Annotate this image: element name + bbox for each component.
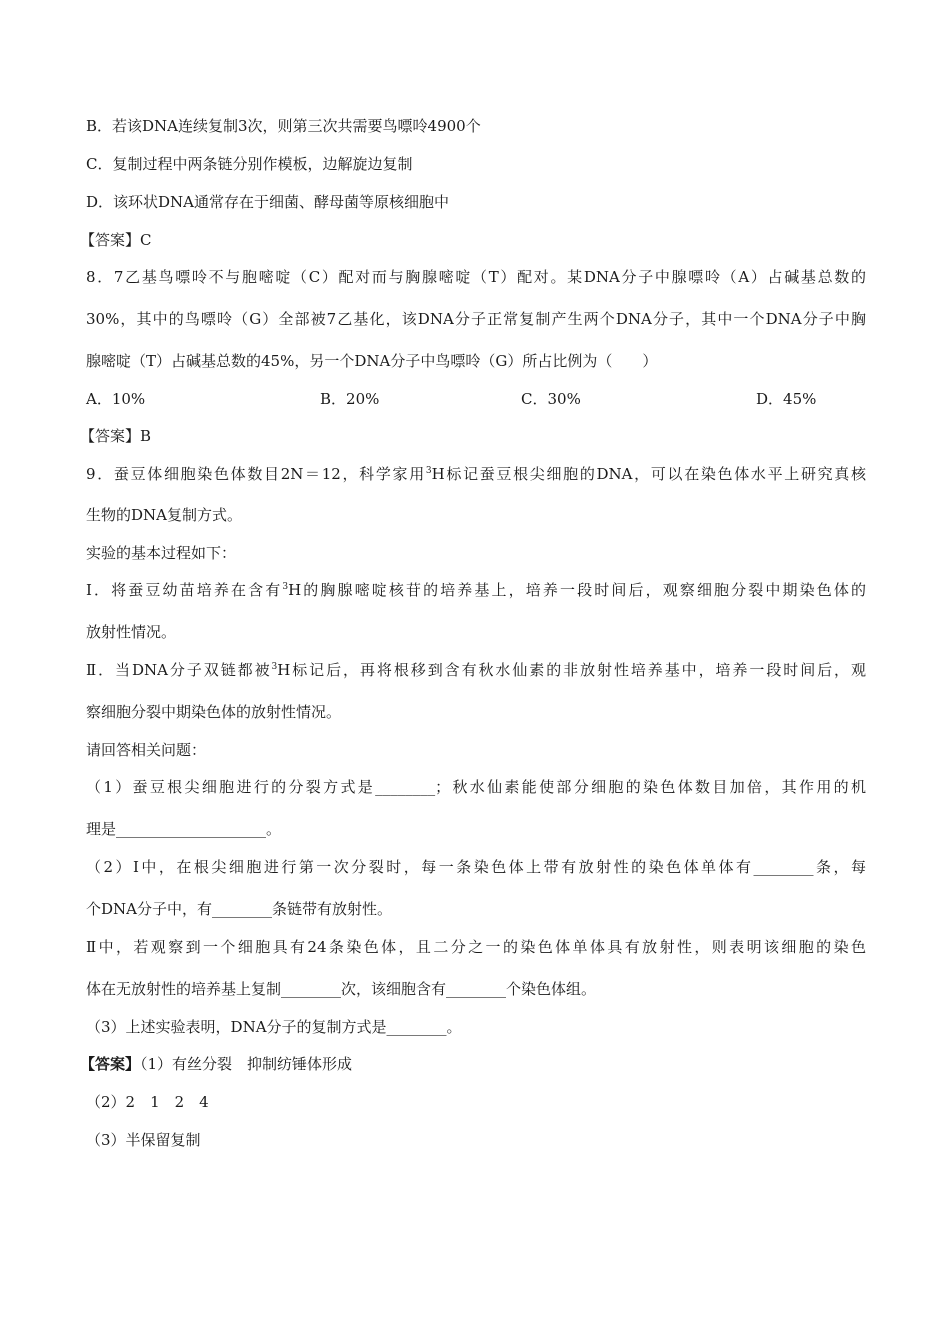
q9-step1-text-a: Ⅰ．将蚕豆幼苗培养在含有	[86, 581, 283, 599]
q8-stem-line-2: 30%，其中的鸟嘌呤（G）全部被7乙基化，该DNA分子正常复制产生两个DNA分子，其中一个DNA分子中胸	[86, 310, 866, 328]
q8-stem-line-1: 8．7乙基鸟嘌呤不与胞嘧啶（C）配对而与胸腺嘧啶（T）配对。某DNA分子中腺嘌呤（A）占碱基总数的	[86, 268, 866, 286]
answer-label: 【答案】	[80, 1055, 141, 1073]
q9-sub1-line-2: 理是____________________。	[86, 820, 282, 838]
q9-step1-line-2: 放射性情况。	[86, 623, 177, 641]
q9-stem-line-2: 生物的DNA复制方式。	[86, 506, 242, 524]
q7-option-d: D．该环状DNA通常存在于细菌、酵母菌等原核细胞中	[86, 193, 450, 211]
q8-option-c: C．30%	[521, 390, 581, 408]
q9-stem-text-b: H标记蚕豆根尖细胞的DNA，可以在染色体水平上研究真核	[431, 465, 866, 483]
q9-step2-line-1	[86, 660, 866, 680]
q7-option-c: C．复制过程中两条链分别作模板，边解旋边复制	[86, 155, 413, 173]
answer-part-1: （1）有丝分裂 抑制纺锤体形成	[140, 1055, 353, 1073]
q8-option-d: D．45%	[756, 390, 817, 408]
q8-answer	[80, 426, 860, 446]
q9-stem-text-a: 9．蚕豆体细胞染色体数目2N＝12，科学家用	[86, 465, 426, 483]
q9-step1-text-b: H的胸腺嘧啶核苷的培养基上，培养一段时间后，观察细胞分裂中期染色体的	[288, 581, 866, 599]
answer-value: C	[140, 231, 152, 249]
q9-sub2-line-2: 个DNA分子中，有________条链带有放射性。	[86, 900, 392, 918]
q8-option-a: A．10%	[86, 390, 146, 408]
q9-step1-line-1	[86, 580, 866, 600]
q7-answer	[80, 230, 860, 250]
q9-answer-line-3: （3）半保留复制	[86, 1131, 201, 1149]
q8-option-b: B．20%	[320, 390, 380, 408]
q9-sub2-line-4: 体在无放射性的培养基上复制________次，该细胞含有________个染色体组。	[86, 980, 597, 998]
superscript-3: 3	[271, 662, 278, 672]
q9-sub2-line-1: （2）Ⅰ中，在根尖细胞进行第一次分裂时，每一条染色体上带有放射性的染色体单体有________条，每	[86, 858, 866, 876]
q9-prompt: 请回答相关问题：	[86, 741, 207, 759]
q9-intro: 实验的基本过程如下：	[86, 544, 237, 562]
answer-label: 【答案】	[80, 231, 141, 249]
q9-answer-line-1	[80, 1054, 860, 1074]
q9-step2-line-2: 察细胞分裂中期染色体的放射性情况。	[86, 703, 342, 721]
q9-sub1-line-1: （1）蚕豆根尖细胞进行的分裂方式是________；秋水仙素能使部分细胞的染色体数目加倍，其作用的机	[86, 778, 866, 796]
q9-answer-line-2: （2）2 1 2 4	[86, 1093, 209, 1111]
q9-stem-line-1	[86, 464, 866, 484]
q9-step2-text-a: Ⅱ．当DNA分子双链都被	[86, 661, 272, 679]
q9-sub3-line-1: （3）上述实验表明，DNA分子的复制方式是________。	[86, 1018, 462, 1036]
superscript-3: 3	[425, 466, 432, 476]
superscript-3: 3	[282, 582, 289, 592]
answer-value: B	[140, 427, 152, 445]
answer-label: 【答案】	[80, 427, 141, 445]
q9-step2-text-b: H标记后，再将根移到含有秋水仙素的非放射性培养基中，培养一段时间后，观	[277, 661, 866, 679]
q9-sub2-line-3: Ⅱ中，若观察到一个细胞具有24条染色体，且二分之一的染色体单体具有放射性，则表明该细胞的染色	[86, 938, 866, 956]
q8-stem-line-3: 腺嘧啶（T）占碱基总数的45%，另一个DNA分子中鸟嘌呤（G）所占比例为（ ）	[86, 352, 658, 370]
q7-option-b: B．若该DNA连续复制3次，则第三次共需要鸟嘌呤4900个	[86, 117, 481, 135]
